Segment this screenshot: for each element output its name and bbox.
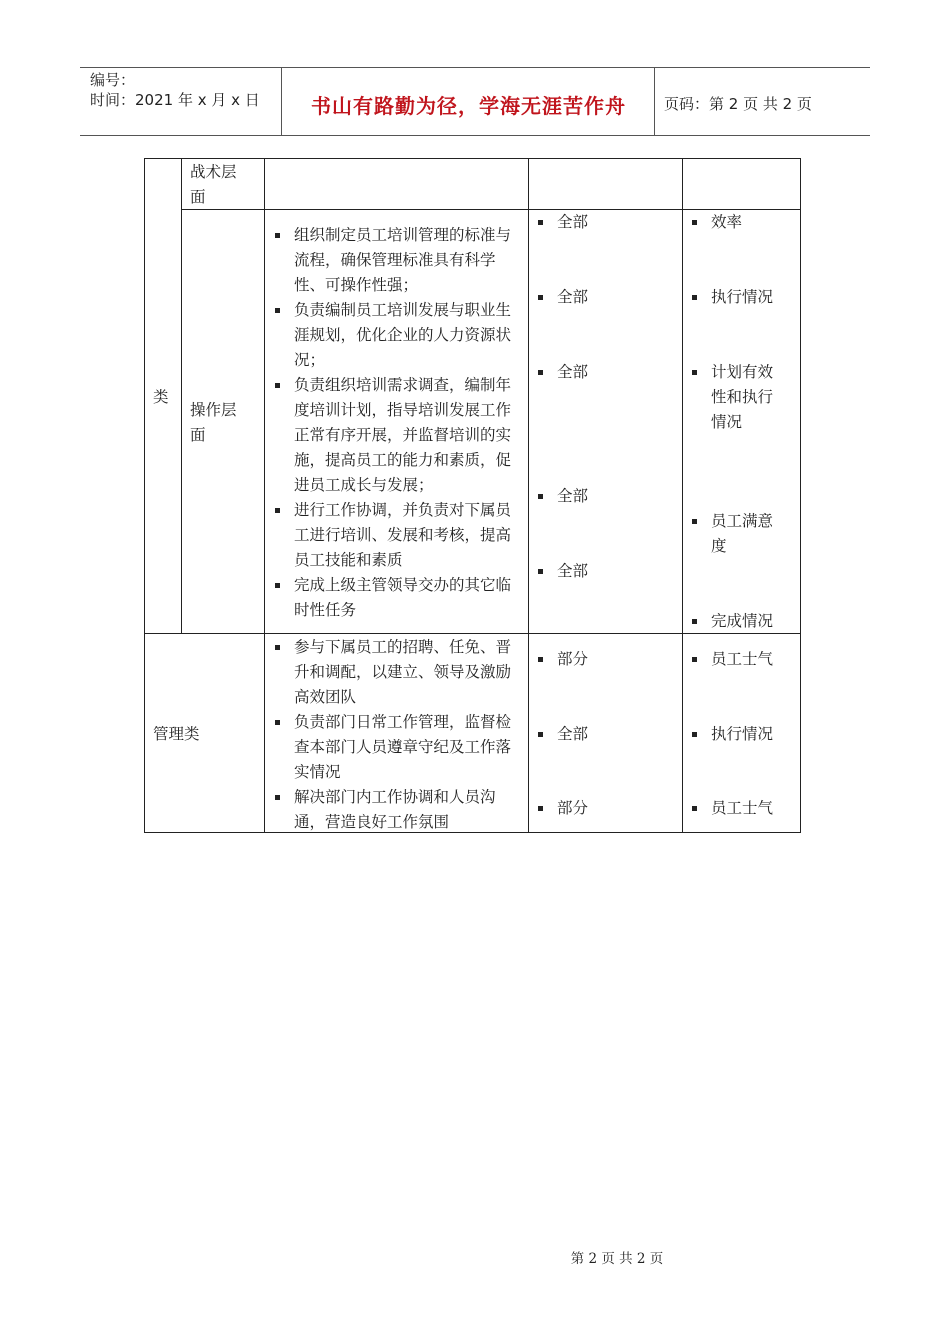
header-motto: 书山有路勤为径，学海无涯苦作舟	[311, 94, 626, 118]
table-right-border	[800, 158, 801, 833]
management-duty-list	[273, 635, 518, 835]
measure-tag: 员工满意度	[690, 509, 786, 559]
list-item: 负责组织培训需求调查，编制年度培训计划，指导培训发展工作正常有序开展，并监督培训的实施，提高员工的能力和素质，促进员工成长与发展；	[273, 373, 518, 498]
scope-tag: 全部	[536, 360, 588, 385]
measure-tag: 效率	[690, 210, 796, 235]
scope-tag: 部分	[536, 647, 588, 672]
measure-tag: 员工士气	[690, 796, 796, 821]
table-duty-column-divider	[264, 158, 265, 833]
category-label: 类	[153, 388, 169, 406]
scope-tag: 全部	[536, 484, 588, 509]
scope-tag: 全部	[536, 285, 588, 310]
header-meta	[90, 70, 260, 110]
document-date: 时间：2021 年 x 月 x 日	[90, 91, 260, 109]
list-item: 负责部门日常工作管理，监督检查本部门人员遵章守纪及工作落实情况	[273, 710, 518, 785]
header-bottom-rule	[80, 135, 870, 136]
scope-tag: 部分	[536, 796, 588, 821]
table-scope-column-divider	[528, 158, 529, 833]
scope-tag: 全部	[536, 210, 588, 235]
list-item: 进行工作协调，并负责对下属员工进行培训、发展和考核，提高员工技能和素质	[273, 498, 518, 573]
document-number-label: 编号：	[90, 71, 136, 89]
operational-level-label: 操作层面	[190, 401, 237, 444]
tactical-level-label: 战术层面	[190, 163, 237, 206]
header-top-rule	[80, 67, 870, 68]
list-item: 完成上级主管领导交办的其它临时性任务	[273, 573, 518, 623]
scope-tag: 全部	[536, 722, 588, 747]
operational-duty-list	[273, 223, 518, 623]
table-top-border	[144, 158, 801, 159]
list-item: 组织制定员工培训管理的标准与流程，确保管理标准具有科学性、可操作性强；	[273, 223, 518, 298]
management-category-label: 管理类	[153, 725, 200, 743]
measure-tag: 员工士气	[690, 647, 796, 672]
table-left-border	[144, 158, 145, 833]
measure-tag: 完成情况	[690, 609, 796, 634]
list-item: 解决部门内工作协调和人员沟通，营造良好工作氛围	[273, 785, 518, 835]
scope-tag: 全部	[536, 559, 588, 584]
measure-tag: 执行情况	[690, 285, 796, 310]
measure-tag: 执行情况	[690, 722, 796, 747]
table-measure-column-divider	[682, 158, 683, 833]
measure-tag: 计划有效性和执行情况	[690, 360, 786, 435]
page-footer: 第 2 页 共 2 页	[570, 1251, 664, 1267]
list-item: 负责编制员工培训发展与职业生涯规划，优化企业的人力资源状况；	[273, 298, 518, 373]
list-item: 参与下属员工的招聘、任免、晋升和调配，以建立、领导及激励高效团队	[273, 635, 518, 710]
table-subcategory-divider	[181, 158, 182, 634]
header-page-number: 页码：第 2 页 共 2 页	[664, 95, 812, 113]
